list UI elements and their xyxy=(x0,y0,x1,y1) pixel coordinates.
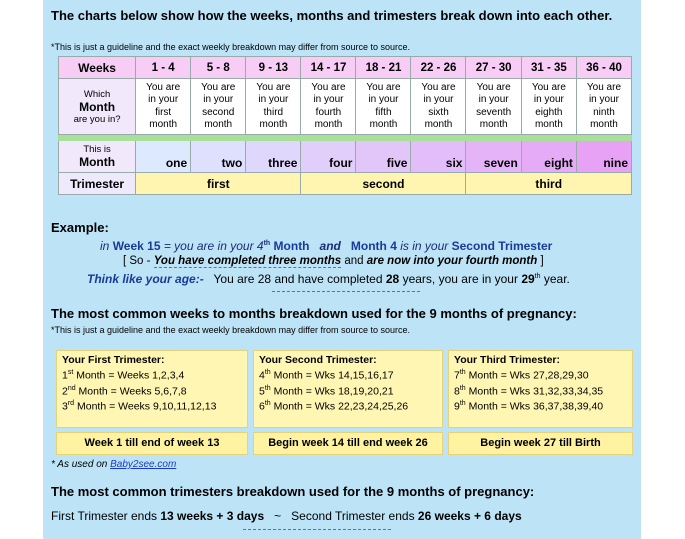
which-month-cell xyxy=(59,79,136,135)
month-desc-1: You are in your first month xyxy=(136,79,191,135)
example-label: Example: xyxy=(51,220,109,235)
month-number-row xyxy=(59,141,632,173)
trimester-row xyxy=(59,173,632,195)
month-number-6: six xyxy=(411,141,466,173)
week-15: Week 15 xyxy=(112,239,161,253)
month-desc-3: You are in your third month xyxy=(246,79,301,135)
weeks-label: Weeks xyxy=(59,57,136,79)
common-title: The most common weeks to months breakdown used for the 9 months of pregnancy: xyxy=(51,306,577,321)
month-desc-7: You are in your seventh month xyxy=(466,79,521,135)
month-number-4: four xyxy=(301,141,356,173)
month-number-5: five xyxy=(356,141,411,173)
completed-three: You have completed three months xyxy=(153,255,342,267)
trimester-first: first xyxy=(136,173,301,195)
month-number-8: eight xyxy=(521,141,576,173)
eq-text: = you are in your 4 xyxy=(163,239,264,253)
and-word: and xyxy=(319,239,341,253)
third-trimester-summary: Begin week 27 till Birth xyxy=(448,432,633,455)
month-desc-6: You are in your sixth month xyxy=(411,79,466,135)
example-line-1 xyxy=(100,239,552,253)
divider-2 xyxy=(243,529,391,530)
second-trimester-box: Your Second Trimester: 4th Month = Wks 14,15,16,17 5th Month = Wks 18,19,20,21 6th Month = Wks 22,23,24,25,26 xyxy=(253,350,443,428)
month-number-9: nine xyxy=(576,141,631,173)
month-question-row xyxy=(59,79,632,135)
weeks-range-4: 14 - 17 xyxy=(301,57,356,79)
guideline-note: *This is just a guideline and the exact weekly breakdown may differ from source to source. xyxy=(51,42,411,52)
which-label: Which xyxy=(83,88,111,100)
month-desc-2: You are in your second month xyxy=(191,79,246,135)
second-trimester-summary: Begin week 14 till end week 26 xyxy=(253,432,443,455)
first-trimester-summary: Week 1 till end of week 13 xyxy=(56,432,248,455)
example-line-3: Think like your age:- You are 28 and have completed 28 years, you are in your 29th year. xyxy=(87,272,570,286)
month-desc-8: You are in your eighth month xyxy=(521,79,576,135)
weeks-range-8: 31 - 35 xyxy=(521,57,576,79)
weeks-range-9: 36 - 40 xyxy=(576,57,631,79)
month-number-3: three xyxy=(246,141,301,173)
is-in-your: is in your xyxy=(400,239,449,253)
weeks-row xyxy=(59,57,632,79)
this-is-month-cell xyxy=(59,141,136,173)
month-4: Month 4 xyxy=(350,239,397,253)
are-you-in-label: are you in? xyxy=(73,113,121,125)
th-sup: th xyxy=(263,240,271,247)
trimester-third: third xyxy=(466,173,632,195)
weeks-months-table xyxy=(58,56,632,195)
month-number-7: seven xyxy=(466,141,521,173)
weeks-range-7: 27 - 30 xyxy=(466,57,521,79)
into-fourth: are now into your fourth month xyxy=(366,255,538,267)
weeks-range-3: 9 - 13 xyxy=(246,57,301,79)
month-label: Month xyxy=(79,99,116,114)
month-word: Month xyxy=(273,239,310,253)
example-line-2: [ So - You have completed three months and are now into your fourth month ] xyxy=(123,255,544,267)
trimester-label: Trimester xyxy=(59,173,136,195)
month-desc-4: You are in your fourth month xyxy=(301,79,356,135)
second-trimester: Second Trimester xyxy=(451,239,553,253)
weeks-range-6: 22 - 26 xyxy=(411,57,466,79)
weeks-range-1: 1 - 4 xyxy=(136,57,191,79)
think-like-age: Think like your age:- xyxy=(87,272,204,286)
month-number-2: two xyxy=(191,141,246,173)
page-title: The charts below show how the weeks, months and trimesters break down into each other. xyxy=(51,8,613,23)
divider-1 xyxy=(272,291,420,292)
month-desc-5: You are in your fifth month xyxy=(356,79,411,135)
used-on-note: * As used on Baby2see.com xyxy=(51,459,177,470)
third-trimester-box: Your Third Trimester: 7th Month = Wks 27,28,29,30 8th Month = Wks 31,32,33,34,35 9th Month = Wks 36,37,38,39,40 xyxy=(448,350,633,428)
trimesters-breakdown-title: The most common trimesters breakdown used for the 9 months of pregnancy: xyxy=(51,484,535,499)
weeks-range-2: 5 - 8 xyxy=(191,57,246,79)
baby2see-link[interactable]: Baby2see.com xyxy=(110,459,177,470)
trimester-second: second xyxy=(301,173,466,195)
first-trimester-box: Your First Trimester: 1st Month = Weeks 1,2,3,4 2nd Month = Weeks 5,6,7,8 3rd Month = Weeks 9,10,11,12,13 xyxy=(56,350,248,428)
month-word-label: Month xyxy=(79,155,116,169)
weeks-range-5: 18 - 21 xyxy=(356,57,411,79)
in-text: in xyxy=(100,239,110,253)
common-note: *This is just a guideline and the exact weekly breakdown may differ from source to source. xyxy=(51,325,411,335)
month-desc-9: You are in your ninth month xyxy=(576,79,631,135)
this-is-label: This is xyxy=(83,144,111,155)
month-number-1: one xyxy=(136,141,191,173)
trimesters-breakdown-line: First Trimester ends 13 weeks + 3 days ~ Second Trimester ends 26 weeks + 6 days xyxy=(51,509,522,523)
